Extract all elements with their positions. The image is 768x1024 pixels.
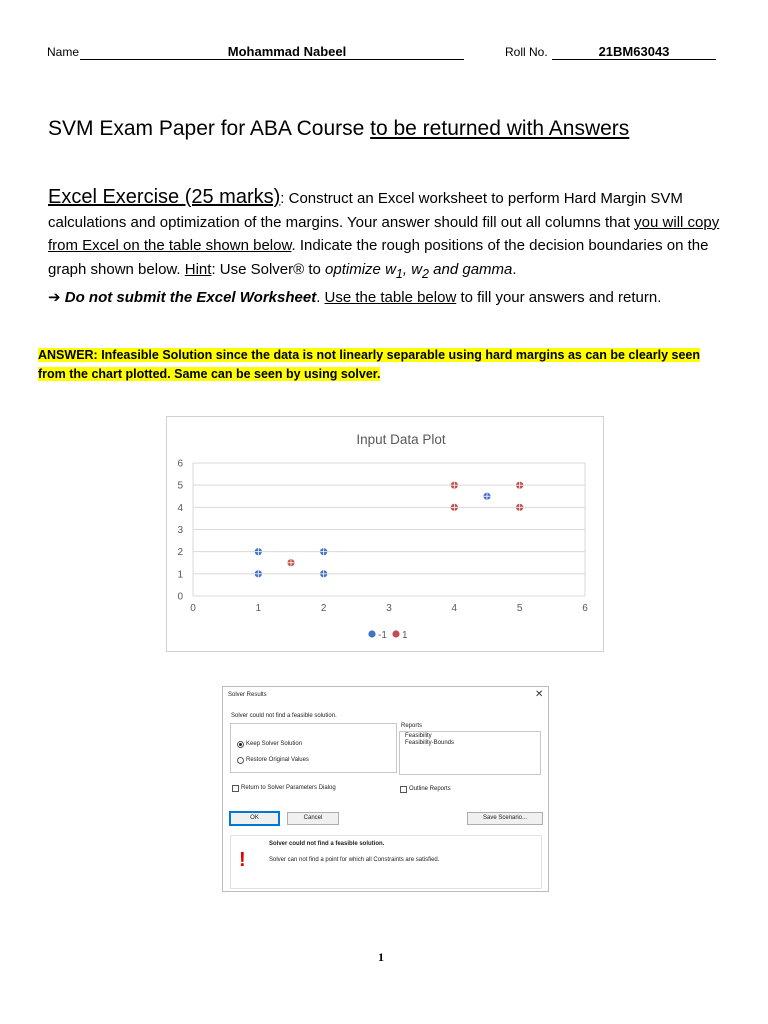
warning-icon: !	[239, 849, 246, 871]
exercise-sub2: 2	[422, 266, 429, 281]
instruction-sep: .	[316, 289, 325, 306]
x-tick-label: 2	[320, 603, 327, 614]
report-item-feasibility-bounds[interactable]: Feasibility-Bounds	[405, 740, 455, 746]
exercise-gamma: and gamma	[428, 260, 513, 278]
legend-marker	[368, 630, 375, 637]
x-tick-label: 0	[190, 603, 196, 614]
save-scenario-button[interactable]: Save Scenario...	[467, 812, 543, 825]
chart-title: Input Data Plot	[356, 432, 446, 447]
y-tick-label: 5	[177, 480, 183, 492]
y-tick-label: 0	[177, 591, 183, 603]
cancel-button[interactable]: Cancel	[287, 812, 339, 825]
outline-reports-label[interactable]: Outline Reports	[409, 786, 451, 792]
exercise-text4: : Use Solver® to	[211, 260, 326, 278]
legend-label: -1	[378, 630, 387, 641]
keep-solution-radio[interactable]	[237, 741, 244, 748]
solver-results-dialog	[222, 686, 549, 892]
reports-list[interactable]	[399, 731, 541, 775]
exercise-w2: , w	[402, 260, 423, 278]
name-label: Name	[47, 45, 80, 59]
exercise-text8: .	[512, 260, 517, 278]
exercise-w: optimize w	[325, 260, 396, 278]
page-title	[48, 117, 629, 141]
answer-block	[38, 346, 714, 383]
instruction-underlined: Use the table below	[324, 289, 457, 306]
x-tick-label: 6	[582, 603, 588, 614]
y-tick-label: 2	[177, 547, 183, 559]
solution-options-group	[230, 723, 397, 773]
y-tick-label: 6	[177, 458, 183, 470]
exercise-text3: . Indicate the rough positions of the decision boundaries on the graph shown below.	[48, 237, 709, 278]
x-tick-label: 5	[516, 603, 523, 614]
hint-label: Hint	[184, 260, 212, 278]
y-tick-label: 3	[177, 525, 183, 536]
legend-label: 1	[402, 630, 408, 641]
chart-frame	[166, 416, 604, 652]
reports-label: Reports	[401, 723, 423, 729]
exercise-text2: you will copy from Excel on the table shown below	[48, 213, 720, 254]
roll-value: 21BM63043	[598, 44, 670, 59]
y-tick-label: 4	[177, 502, 183, 514]
scatter-chart	[167, 417, 603, 651]
solver-message: Solver could not find a feasible solution.	[231, 713, 337, 719]
roll-label: Roll No.	[505, 45, 548, 59]
ok-button[interactable]: OK	[230, 812, 279, 825]
title-part1: SVM Exam Paper for ABA Course	[48, 117, 371, 140]
legend-marker	[392, 630, 399, 637]
name-value: Mohammad Nabeel	[227, 44, 347, 59]
title-part2: to be returned with Answers	[370, 117, 630, 140]
answer-text: ANSWER: Infeasible Solution since the data is not linearly separable using hard margins as can be clearly seen from the chart plotted. Same can be seen by using solver.	[38, 348, 701, 381]
x-tick-label: 3	[386, 603, 392, 614]
restore-values-radio[interactable]	[237, 757, 244, 764]
restore-values-label[interactable]: Restore Original Values	[246, 757, 309, 763]
return-dialog-label[interactable]: Return to Solver Parameters Dialog	[241, 785, 336, 791]
result-detail-title: Solver could not find a feasible solution.	[269, 841, 385, 847]
keep-solution-label[interactable]: Keep Solver Solution	[246, 741, 303, 747]
instruction-rest: to fill your answers and return.	[456, 289, 662, 306]
result-detail-text: Solver can not find a point for which all Constraints are satisfied.	[269, 857, 440, 863]
x-tick-label: 4	[451, 603, 458, 614]
y-tick-label: 1	[177, 569, 183, 581]
dialog-titlebar	[223, 687, 548, 704]
dialog-title: Solver Results	[228, 692, 267, 698]
instruction-line	[48, 288, 661, 306]
exercise-text1: : Construct an Excel worksheet to perform Hard Margin SVM calculations and optimization of the margins. Your answer should fill out all columns that	[48, 190, 683, 231]
report-item-feasibility[interactable]: Feasibility	[405, 733, 432, 739]
page-number: 1	[378, 950, 384, 964]
arrow-icon: ➔	[48, 289, 61, 306]
exercise-sub1: 1	[395, 266, 403, 281]
close-icon[interactable]: ✕	[535, 689, 544, 700]
x-tick-label: 1	[255, 603, 262, 614]
exercise-heading: Excel Exercise (25 marks)	[48, 186, 281, 208]
return-dialog-checkbox[interactable]	[232, 785, 239, 792]
instruction-bold: Do not submit the Excel Worksheet	[64, 289, 317, 306]
outline-reports-checkbox[interactable]	[400, 786, 407, 793]
exercise-paragraph	[48, 186, 738, 286]
